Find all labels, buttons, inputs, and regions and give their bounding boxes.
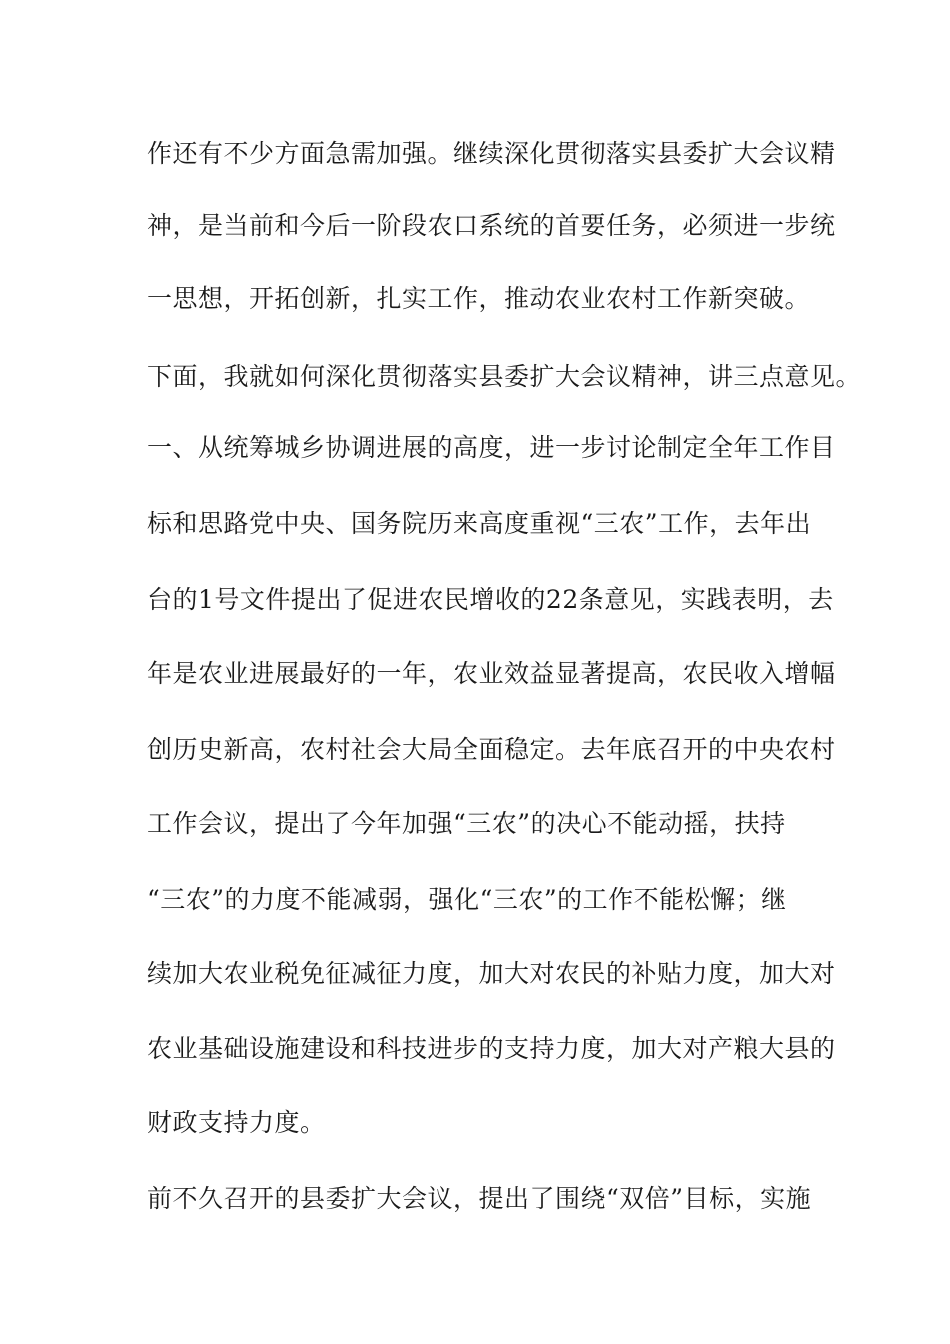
text-line-4: 下面，我就如何深化贯彻落实县委扩大会议精神，讲三点意见。 (147, 362, 862, 391)
text-line-3: 一思想，开拓创新，扎实工作，推动农业农村工作新突破。 (147, 284, 811, 313)
text-line-10: 工作会议，提出了今年加强“三农”的决心不能动摇，扶持 (147, 809, 786, 838)
text-line-1: 作还有不少方面急需加强。继续深化贯彻落实县委扩大会议精 (147, 139, 836, 168)
text-line-5: 一、从统筹城乡协调进展的高度，进一步讨论制定全年工作目 (147, 433, 836, 462)
text-line-13: 农业基础设施建设和科技进步的支持力度，加大对产粮大县的 (147, 1034, 836, 1063)
text-line-14: 财政支持力度。 (147, 1108, 326, 1137)
text-line-15: 前不久召开的县委扩大会议，提出了围绕“双倍”目标，实施 (147, 1184, 812, 1213)
text-line-7: 台的1号文件提出了促进农民增收的22条意见，实践表明，去 (147, 585, 834, 614)
text-line-11: “三农”的力度不能减弱，强化“三农”的工作不能松懈；继 (147, 885, 787, 914)
text-line-12: 续加大农业税免征减征力度，加大对农民的补贴力度，加大对 (147, 959, 836, 988)
text-line-8: 年是农业进展最好的一年，农业效益显著提高，农民收入增幅 (147, 659, 836, 688)
text-line-2: 神，是当前和今后一阶段农口系统的首要任务，必须进一步统 (147, 211, 836, 240)
text-line-6: 标和思路党中央、国务院历来高度重视“三农”工作，去年出 (147, 509, 812, 538)
text-line-9: 创历史新高，农村社会大局全面稳定。去年底召开的中央农村 (147, 735, 836, 764)
